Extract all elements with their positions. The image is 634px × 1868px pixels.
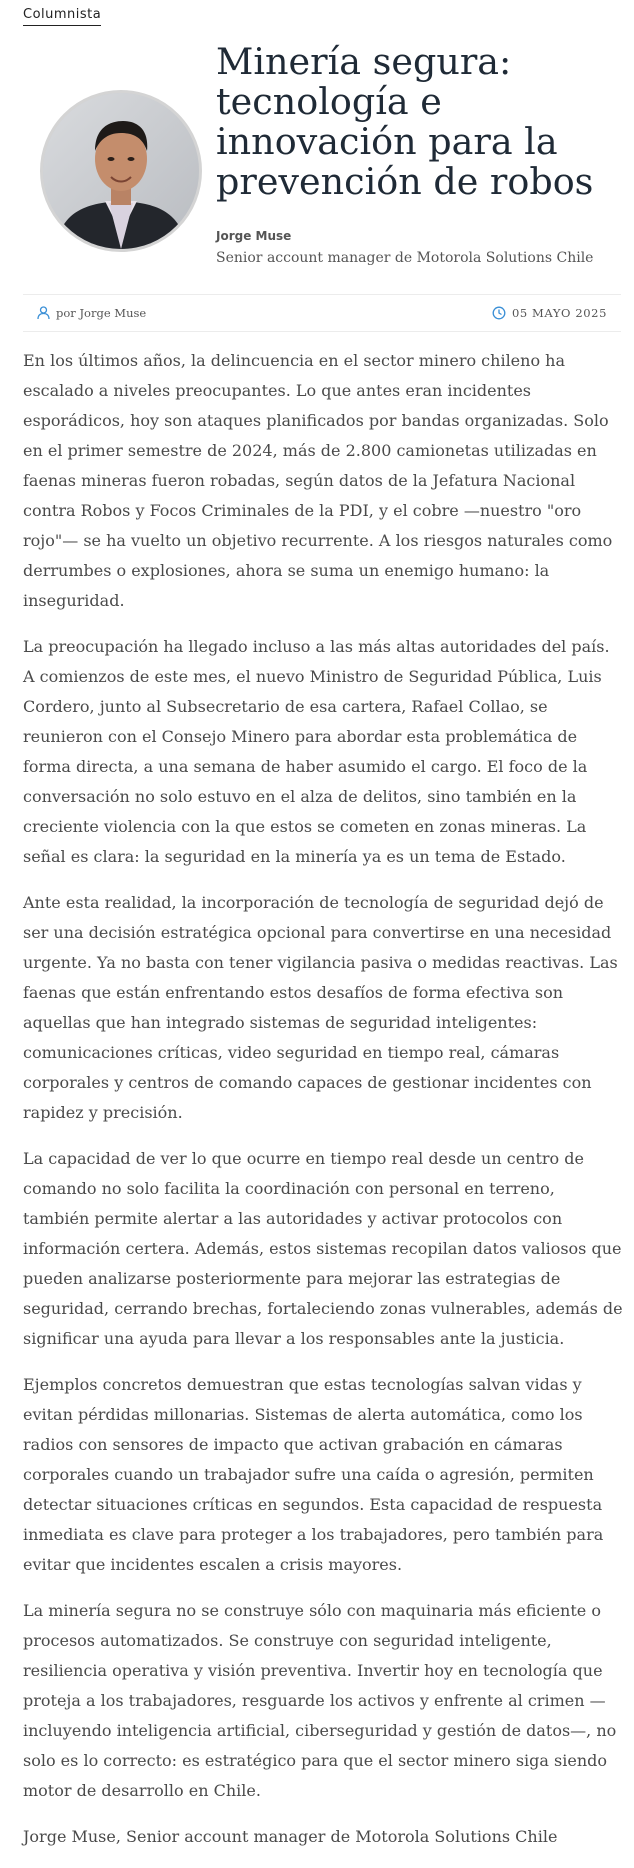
article-body [23,346,623,1868]
paragraph: En los últimos años, la delincuencia en el sector minero chileno ha escalado a niveles preocupantes. Lo que antes eran incidentes esporádicos, hoy son ataques planificados por bandas organizadas. Solo en el primer semestre de 2024, más de 2.800 camionetas utilizadas en faenas mineras fueron robadas, según datos de la Jefatura Nacional contra Robos y Focos Criminales de la PDI, y el cobre —nuestro "oro rojo"— se ha vuelto un objetivo recurrente. A los riesgos naturales como derrumbes o explosiones, ahora se suma un enemigo humano: la inseguridad. [23,351,613,610]
paragraph: Ejemplos concretos demuestran que estas tecnologías salvan vidas y evitan pérdidas millonarias. Sistemas de alerta automática, como los radios con sensores de impacto que activan grabación en cámaras corporales cuando un trabajador sufre una caída o agresión, permiten detectar situaciones críticas en segundos. Esta capacidad de respuesta inmediata es clave para proteger a los trabajadores, pero también para evitar que incidentes escalen a crisis mayores. [23,1375,604,1574]
author-name: Jorge Muse [216,229,292,243]
paragraph: La minería segura no se construye sólo con maquinaria más eficiente o procesos automatizados. Se construye con seguridad inteligente, resiliencia operativa y visión preventiva. Invertir hoy en tecnología que proteja a los trabajadores, resguarde los activos y enfrente al crimen —incluyendo inteligencia artificial, ciberseguridad y gestión de datos—, no solo es lo correcto: es estratégico para que el sector minero siga siendo motor de desarrollo en Chile. [23,1601,617,1800]
publish-date [492,306,607,320]
section-tag-columnista[interactable]: Columnista [23,7,101,26]
byline-author-link[interactable]: por Jorge Muse [56,306,147,320]
clock-icon [492,306,506,320]
author-avatar [40,90,202,252]
paragraph: Ante esta realidad, la incorporación de tecnología de seguridad dejó de ser una decisión estratégica opcional para convertirse en una necesidad urgente. Ya no basta con tener vigilancia pasiva o medidas reactivas. Las faenas que están enfrentando estos desafíos de forma efectiva son aquellas que han integrado sistemas de seguridad inteligentes: comunicaciones críticas, video seguridad en tiempo real, cámaras corporales y centros de comando capaces de gestionar incidentes con rapidez y precisión. [23,893,618,1122]
byline [37,306,146,320]
article-meta-bar [23,294,621,332]
author-role: Senior account manager de Motorola Solutions Chile [216,250,594,266]
paragraph: La preocupación ha llegado incluso a las más altas autoridades del país. A comienzos de este mes, el nuevo Ministro de Seguridad Pública, Luis Cordero, junto al Subsecretario de esa cartera, Rafael Collao, se reunieron con el Consejo Minero para abordar esta problemática de forma directa, a una semana de haber asumido el cargo. El foco de la conversación no solo estuvo en el alza de delitos, sino también en la creciente violencia con la que estos se cometen en zonas mineras. La señal es clara: la seguridad en la minería ya es un tema de Estado. [23,637,610,866]
publish-date-text: 05 MAYO 2025 [511,306,607,320]
paragraph: La capacidad de ver lo que ocurre en tiempo real desde un centro de comando no solo facilita la coordinación con personal en terreno, también permite alertar a las autoridades y activar protocolos con información certera. Además, estos sistemas recopilan datos valiosos que pueden analizarse posteriormente para mejorar las estrategias de seguridad, cerrando brechas, fortaleciendo zonas vulnerables, además de significar una ayuda para llevar a los responsables ante la justicia. [23,1149,623,1348]
author-portrait [43,93,199,249]
author-signature: Jorge Muse, Senior account manager de Motorola Solutions Chile [23,1827,558,1846]
article-title: Minería segura: tecnología e innovación para la prevención de robos [216,40,594,203]
user-icon [37,306,50,320]
